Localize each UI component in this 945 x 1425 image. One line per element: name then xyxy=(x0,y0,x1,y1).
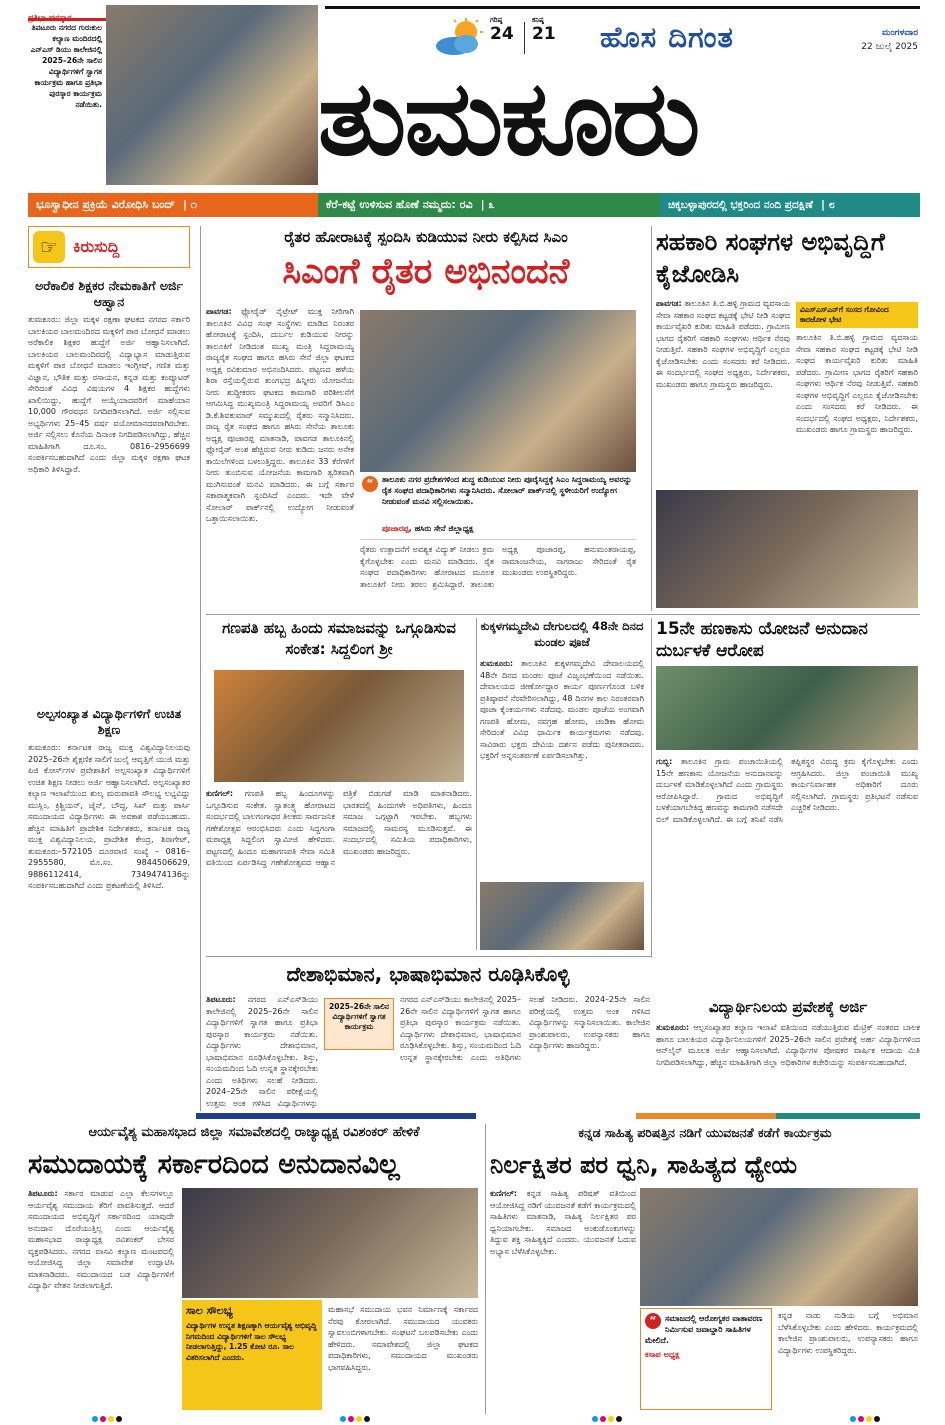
sahakari-story xyxy=(656,226,920,614)
teaser-bar xyxy=(28,193,920,217)
column-divider xyxy=(485,1124,486,1414)
samudaya-headline: ಸಮುದಾಯಕ್ಕೆ ಸರ್ಕಾರದಿಂದ ಅನುದಾನವಿಲ್ಲ xyxy=(28,1149,400,1180)
registration-mark xyxy=(858,1416,864,1422)
sahitya-quote-box xyxy=(640,1308,772,1410)
color-rule xyxy=(28,1113,920,1119)
top-rule xyxy=(325,6,920,9)
registration-mark xyxy=(608,1416,614,1422)
samudaya-box-body: ವಿದ್ಯಾರ್ಥಿಗಳ ಉನ್ನತ ಶಿಕ್ಷಣಕ್ಕಾಗಿ ಆರ್ಯವೈಶ್ಯ ಅಭಿವೃದ್ಧಿ ನಿಗಮದಿಂದ ವಿದ್ಯಾರ್ಥಿಗಳಿಗೆ ಸಾಲ ಸೌಲಭ್ಯ ನೀಡಲಾಗುತ್ತಿದ್ದು, 1.25 ಕೋಟಿ ರೂ. ಸಾಲ ವಿತರಿಸಲಾಗಿದೆ ಎಂದರು. xyxy=(186,1321,317,1362)
registration-mark xyxy=(364,1416,370,1422)
hanakasu-photo xyxy=(656,666,918,750)
vidyarthinilaya-headline: ವಿದ್ಯಾರ್ಥಿನಿಲಯ ಪ್ರವೇಶಕ್ಕೆ ಅರ್ಜಿ xyxy=(708,998,868,1016)
registration-mark xyxy=(340,1416,346,1422)
hanakasu-story xyxy=(656,618,920,970)
samudaya-kicker: ಆರ್ಯವೈಶ್ಯ ಮಹಾಸಭಾದ ಜಿಲ್ಲಾ ಸಮಾವೇಶದಲ್ಲಿ ರಾಜ್ಯಾಧ್ಯಕ್ಷ ರವಿಶಂಕರ್ ಹೇಳಿಕೆ xyxy=(88,1125,420,1140)
teaser-item[interactable]: ಭೂಸ್ವಾಧೀನ ಪ್ರಕ್ರಿಯೆ ವಿರೋಧಿಸಿ ಬಂದ್ | ೧ xyxy=(28,193,318,217)
sahakari-body-right: ತಾಲೂಕಿನ ತಿ.ಬಿ.ಹಳ್ಳಿ ಗ್ರಾಮದ ವ್ಯವಸಾಯ ಸೇವಾ ಸಹಕಾರ ಸಂಘದ ಕಟ್ಟಡಕ್ಕೆ ಭೇಟಿ ನೀಡಿ ಸಂಘದ ಕಾರ್ಯವೈಖರಿ ಕುರಿತು ಮಾಹಿತಿ ಪಡೆದರು. ಗ್ರಾಮೀಣ ಭಾಗದ ರೈತರಿಗೆ ಸಹಕಾರಿ ಸಂಘಗಳು ಆರ್ಥಿಕ ನೆರವು ನೀಡುತ್ತಿವೆ. ಸಹಕಾರಿ ಸಂಘಗಳ ಅಭಿವೃದ್ಧಿಗೆ ಎಲ್ಲರೂ ಕೈಜೋಡಿಸಬೇಕು ಎಂದು ಸಂಸದರು ಕರೆ ನೀಡಿದರು. ಈ ಸಂದರ್ಭದಲ್ಲಿ ಸಂಘದ ಅಧ್ಯಕ್ಷರು, ನಿರ್ದೇಶಕರು, ಮುಖಂಡರು ಹಾಗೂ ಗ್ರಾಮಸ್ಥರು ಹಾಜರಿದ್ದರು. xyxy=(796,333,918,434)
samudaya-story xyxy=(28,1124,480,1414)
kukkala-headline: ಕುಕ್ಕಳಗಮ್ಮದೇವಿ ದೇಗುಲದಲ್ಲಿ 48ನೇ ದಿನದ ಮಂಡಲ ಪೂಜೆ xyxy=(480,619,644,649)
lead-body-left: ಪಾವಗಡ: ಫ್ಲೋರೈಡ್ ನೈಟ್ರೇಟ್ ಮುಕ್ತ ನೀರಿಗಾಗಿ ತಾಲೂಕಿನ ವಿವಿಧ ಸಂಘ ಸಂಸ್ಥೆಗಳು ಮಾಡಿದ ನಿರಂತರ ಹೋರಾಟಕ್ಕೆ ಸ್ಪಂದಿಸಿ, ದುರ್ಬಲ ಕುಡಿಯುವ ನೀರನ್ನು ತಾಲೂಕಿಗೆ ನೀಡಿದಂತ ಮುಖ್ಯ ಮಂತ್ರಿ ಸಿದ್ದರಾಮಯ್ಯ ರಾಜ್ಯರೈತ ಸಂಘದ ಹಾಗೂ ಹಸಿರು ಸೇನೆ ಜಿಲ್ಲಾ ಘಟಕದ ಅಧ್ಯಕ್ಷ ರವಿಕುಮಾರ ಅಭಿನಂದಿಸಿದರು. ಪಟ್ಟಣದ ಹಳೆಯ ಶಿರಾ ರಸ್ತೆಯಲ್ಲಿರುವ ತುಂಗಭದ್ರ ಹಿನ್ನೀರು ಯೋಜನೆಯ ನೀರು ಶುದ್ಧೀಕರಣ ಘಟಕದ ಕಾಮಗಾರಿ ಪರಿಶೀಲನೆಗೆ ಆಗಮಿಸಿದ್ದ ಮುಖ್ಯಮಂತ್ರಿ ಸಿದ್ದರಾಮಯ್ಯ ಅವರಿಗೆ ಡಿಸಿಎಂ ಡಿ.ಕೆ.ಶಿವಕುಮಾರ್ ಸಮ್ಮುಖದಲ್ಲಿ ರೈತರು ಸನ್ಮಾನಿಸಿದರು. ರಾಜ್ಯ ರೈತ ಸಂಘದ ಹಾಗೂ ಹಸಿರು ಸೇನೆಯ ತಾಲೂಕು ಅಧ್ಯಕ್ಷ ಪೂಜಾರಪ್ಪ ಮಾತನಾಡಿ, ಪಾವಗಡ ತಾಲೂಕಿನಲ್ಲಿ ಫ್ಲೋರೈಡ್ ಅಂಶ ಹೆಚ್ಚಿರುವ ನೀರು ಕುಡಿದು ಜನರು ಅನೇಕ ಕಾಯಿಲೆಗಳಿಂದ ಬಳಲುತ್ತಿದ್ದರು. ತಾಲೂಕಿನ 33 ಕೆರೆಗಳಿಗೆ ನೀರು ತುಂಬಿಸುವ ಯೋಜನೆಯ ಕಾಮಗಾರಿ ತ್ವರಿತವಾಗಿ ಮುಗಿಸುವಂತೆ ಮನವಿ ಮಾಡಿದರು. ಈ ಬಗ್ಗೆ ಸರ್ಕಾರ ಸಕಾರಾತ್ಮಕವಾಗಿ ಸ್ಪಂದಿಸಿದೆ ಎಂದರು. ಇದೇ ವೇಳೆ ಸೋಲಾರ್ ಪಾರ್ಕ್‌ನಲ್ಲಿ ಉದ್ಯೋಗ ನೀಡುವಂತೆ ಒತ್ತಾಯಿಸಲಾಯಿತು. xyxy=(206,307,354,523)
ganapati-headline: ಗಣಪತಿ ಹಬ್ಬ ಹಿಂದು ಸಮಾಜವನ್ನು ಒಗ್ಗೂಡಿಸುವ ಸಂಕೇತ: ಸಿದ್ದಲಿಂಗ ಶ್ರೀ xyxy=(222,619,456,658)
registration-mark xyxy=(866,1416,872,1422)
registration-mark xyxy=(108,1416,114,1422)
samudaya-box-title: ಸಾಲ ಸೌಲಭ್ಯ xyxy=(186,1304,233,1317)
section-accent-bar xyxy=(28,18,108,21)
hanakasu-body: ಗುಬ್ಬಿ: ತಾಲೂಕಿನ ಗ್ರಾಮ ಪಂಚಾಯಿತಿಯಲ್ಲಿ 15ನೇ ಹಣಕಾಸು ಯೋಜನೆಯ ಅನುದಾನವನ್ನು ದುರ್ಬಳಕೆ ಮಾಡಿಕೊಳ್ಳಲಾಗಿದೆ ಎಂದು ಗ್ರಾಮಸ್ಥರು ಆರೋಪಿಸಿದ್ದಾರೆ. ಗ್ರಾಮದ ಅಭಿವೃದ್ಧಿಗೆ ಬಳಕೆಯಾಗಬೇಕಿದ್ದ ಹಣವನ್ನು ಕಾಮಗಾರಿ ನಡೆಸದೇ ಬಿಲ್ ಮಾಡಿಕೊಳ್ಳಲಾಗಿದೆ. ಈ ಬಗ್ಗೆ ತನಿಖೆ ನಡೆಸಿ ತಪ್ಪಿತಸ್ಥರ ವಿರುದ್ಧ ಕ್ರಮ ಕೈಗೊಳ್ಳಬೇಕು ಎಂದು ಆಗ್ರಹಿಸಿದರು. ಜಿಲ್ಲಾ ಪಂಚಾಯಿತಿ ಮುಖ್ಯ ಕಾರ್ಯನಿರ್ವಾಹಕ ಅಧಿಕಾರಿಗೆ ದೂರು ಸಲ್ಲಿಸಲಾಗಿದೆ. ಗ್ರಾಮಸ್ಥರು ಪ್ರತಿಭಟನೆ ನಡೆಸುವ ಎಚ್ಚರಿಕೆ ನೀಡಿದರು. xyxy=(656,757,918,824)
kukkala-photo xyxy=(480,882,644,950)
sahitya-kicker: ಕನ್ನಡ ಸಾಹಿತ್ಯ ಪರಿಷತ್ತಿನ ನಡಿಗೆ ಯುವಜನತೆ ಕಡೆಗೆ ಕಾರ್ಯಕ್ರಮ xyxy=(578,1125,832,1140)
kirusuddi-item2-headline: ಅಲ್ಪಸಂಖ್ಯಾತ ವಿದ್ಯಾರ್ಥಿಗಳಿಗೆ ಉಚಿತ ಶಿಕ್ಷಣ xyxy=(36,706,182,737)
deshabhimana-inset: 2025–26ನೇ ಸಾಲಿನ ವಿದ್ಯಾರ್ಥಿಗಳಿಗೆ ಸ್ವಾಗತ ಕಾರ್ಯಕ್ರಮ xyxy=(324,998,394,1050)
sahitya-headline: ನಿರ್ಲಕ್ಷಿತರ ಪರ ಧ್ವನಿ, ಸಾಹಿತ್ಯದ ಧ್ಯೇಯ xyxy=(490,1151,798,1179)
registration-mark xyxy=(850,1416,856,1422)
kirusuddi-item1-headline: ಅರೆಕಾಲಿಕ ಶಿಕ್ಷಕರ ನೇಮಕಾತಿಗೆ ಅರ್ಜಿ ಆಹ್ವಾನ xyxy=(35,278,183,309)
sahitya-photo xyxy=(640,1188,918,1306)
kirusuddi-header xyxy=(28,226,190,268)
kirusuddi-item2-body: ತುಮಕೂರು: ಕರ್ನಾಟಕ ರಾಜ್ಯ ಮುಕ್ತ ವಿಶ್ವವಿದ್ಯಾನಿಲಯವು 2025–26ನೇ ಶೈಕ್ಷಣಿಕ ಸಾಲಿಗೆ ಜುಲೈ ಆವೃತ್ತಿಗೆ ಯುಜಿ ಮತ್ತು ಪಿಜಿ ಕೋರ್ಸ್‌ಗಳ ಪ್ರವೇಶಾತಿಗೆ ಅಲ್ಪಸಂಖ್ಯಾತ ವಿದ್ಯಾರ್ಥಿಗಳಿಗೆ ಉಚಿತ ಶಿಕ್ಷಣ ನೀಡಲು ಅರ್ಜಿ ಆಹ್ವಾನಿಸಲಾಗಿದೆ. ಅಲ್ಪಸಂಖ್ಯಾತರ ಕಲ್ಯಾಣ ಇಲಾಖೆಯಿಂದ ಶುಲ್ಕ ಮರುಪಾವತಿ ಸೌಲಭ್ಯ ಲಭ್ಯವಿದ್ದು ಮುಸ್ಲಿಂ, ಕ್ರಿಶ್ಚಿಯನ್, ಜೈನ್, ಬೌದ್ಧ, ಸಿಖ್ ಮತ್ತು ಪಾರ್ಸಿ ಸಮುದಾಯದ ವಿದ್ಯಾರ್ಥಿಗಳು ಈ ಅವಕಾಶ ಪಡೆಯಬಹುದು. ಹೆಚ್ಚಿನ ಮಾಹಿತಿಗೆ ಪ್ರಾದೇಶಿಕ ನಿರ್ದೇಶಕರು, ಕರ್ನಾಟಕ ರಾಜ್ಯ ಮುಕ್ತ ವಿಶ್ವವಿದ್ಯಾನಿಲಯ, ಪ್ರಾದೇಶಿಕ ಕೇಂದ್ರ, ಶಿರಾಗೇಟ್, ತುಮಕೂರು–572105 ದೂರವಾಣಿ ಸಂಖ್ಯೆ – 0816–2955580, ಮೊ.ಸಂ. 9844506629, 9886112414, 7349474136ನ್ನು ಸಂಪರ್ಕಿಸಬಹುದಾಗಿದೆ ಎಂದು ಪ್ರಕಟಣೆಯಲ್ಲಿ ತಿಳಿಸಿದೆ. xyxy=(28,743,190,890)
registration-mark xyxy=(116,1416,122,1422)
weather-divider xyxy=(524,22,525,54)
ganapati-photo xyxy=(214,670,464,782)
samudaya-body-right: ಮಹಾಸಭೆ ಸಮುದಾಯ ಭವನ ನಿರ್ಮಾಣಕ್ಕೆ ಸರ್ಕಾರದ ನೆರವು ಕೋರಲಾಗಿದೆ. ಸಮುದಾಯದ ಯುವಕರು ಸ್ವಾವಲಂಬಿಗಳಾಗಬೇಕು. ಸಂಘಟನೆ ಬಲಪಡಿಸಬೇಕು ಎಂದು ಹೇಳಿದರು. ಸಮಾವೇಶದಲ್ಲಿ ಜಿಲ್ಲಾ ಘಟಕದ ಪದಾಧಿಕಾರಿಗಳು, ಸಮುದಾಯದ ಮುಖಂಡರು ಭಾಗವಹಿಸಿದ್ದರು. xyxy=(328,1305,478,1372)
vidyarthinilaya-story xyxy=(656,996,920,1110)
lead-story xyxy=(206,226,646,614)
vidyarthinilaya-body: ತುಮಕೂರು: ಆಲ್ಪಸಂಖ್ಯಾತರ ಕಲ್ಯಾಣ ಇಲಾಖೆ ವತಿಯಿಂದ ನಡೆಯುತ್ತಿರುವ ಮೆಟ್ರಿಕ್ ನಂತರದ ಬಾಲಕ ಹಾಗೂ ಬಾಲಕಿಯರ ವಿದ್ಯಾರ್ಥಿನಿಲಯಗಳಿಗೆ 2025–26ನೇ ಸಾಲಿನ ಪ್ರವೇಶಕ್ಕೆ ಅರ್ಹ ವಿದ್ಯಾರ್ಥಿಗಳಿಂದ ಆನ್‌ಲೈನ್ ಮೂಲಕ ಅರ್ಜಿ ಆಹ್ವಾನಿಸಲಾಗಿದೆ. ವಿದ್ಯಾರ್ಥಿಗಳ ಪೋಷಕರ ವಾರ್ಷಿಕ ಆದಾಯ ಮಿತಿ ನಿಗದಿಪಡಿಸಲಾಗಿದ್ದು, ಹೆಚ್ಚಿನ ಮಾಹಿತಿಗಾಗಿ ಜಿಲ್ಲಾ ಅಧಿಕಾರಿಗಳ ಕಚೇರಿಯನ್ನು ಸಂಪರ್ಕಿಸಬಹುದಾಗಿದೆ. xyxy=(656,1023,920,1067)
lead-photo xyxy=(360,310,636,472)
sahitya-quote-text: ಸಮಾಜದಲ್ಲಿ ಆರೋಗ್ಯಕರ ವಾತಾವರಣ ನಿರ್ಮಿಸುವ ಜವಾಬ್ದಾರಿ ಸಾಹಿತಿಗಳ ಮೇಲಿದೆ. xyxy=(645,1314,763,1345)
deshabhimana-headline: ದೇಶಾಭಿಮಾನ, ಭಾಷಾಭಿಮಾನ ರೂಢಿಸಿಕೊಳ್ಳಿ xyxy=(286,962,570,986)
ganapati-story xyxy=(206,618,472,954)
samudaya-photo xyxy=(182,1188,478,1298)
section-caption: ತಿಪಟೂರು ನಗರದ ಗುರುಕುಲ ಕಲ್ಯಾಣ ಮಂದಿರದಲ್ಲಿ ಎನ್‌ಎಸ್ ಡಿಯು ಕಾಲೇಜಿನಲ್ಲಿ 2025–26ನೇ ಸಾಲಿನ ವಿದ್ಯಾರ್ಥಿಗಳಿಗೆ ಸ್ವಾಗತ ಕಾರ್ಯಕ್ರಮ ಹಾಗೂ ಪ್ರತಿಭಾ ಪುರಸ್ಕಾರ ಕಾರ್ಯಕ್ರಮ ನಡೆಯಿತು. xyxy=(30,23,102,109)
weather-max: ಗರಿಷ್ಠ 24 xyxy=(490,16,514,44)
issue-date-block: ಮಂಗಳವಾರ 22 ಜುಲೈ 2025 xyxy=(861,28,918,52)
sahitya-body-right: ಕನ್ನಡ ನಾಡು ನುಡಿಯ ಬಗ್ಗೆ ಅಭಿಮಾನ ಬೆಳೆಸಿಕೊಳ್ಳಬೇಕು ಎಂದು ಹೇಳಿದರು. ಕಾರ್ಯಕ್ರಮದಲ್ಲಿ ಕಾಲೇಜಿನ ಪ್ರಾಂಶುಪಾಲರು, ಉಪನ್ಯಾಸಕರು ಹಾಗೂ ವಿದ್ಯಾರ್ಥಿಗಳು ಉಪಸ್ಥಿತರಿದ್ದರು. xyxy=(778,1311,918,1355)
column-divider xyxy=(476,618,477,950)
hanakasu-headline: 15ನೇ ಹಣಕಾಸು ಯೋಜನೆ ಅನುದಾನ ದುರ್ಬಳಕೆ ಆರೋಪ xyxy=(656,619,868,661)
registration-mark xyxy=(356,1416,362,1422)
registration-mark xyxy=(616,1416,622,1422)
kirusuddi-column xyxy=(28,226,193,1114)
sahitya-quote-author: ಕಸಾಪ ಅಧ್ಯಕ್ಷ xyxy=(645,1350,680,1359)
caption-quote-icon: “ xyxy=(362,476,378,492)
deshabhimana-body-left: ತಿಪಟೂರು: ನಗರದ ಎನ್‌ಎಸ್‌ಡಿಯು ಕಾಲೇಜಿನಲ್ಲಿ 2025–26ನೇ ಸಾಲಿನ ವಿದ್ಯಾರ್ಥಿಗಳಿಗೆ ಸ್ವಾಗತ ಹಾಗೂ ಪ್ರತಿಭಾ ಪುರಸ್ಕಾರ ಕಾರ್ಯಕ್ರಮ ನಡೆಯಿತು. ವಿದ್ಯಾರ್ಥಿಗಳು ದೇಶಾಭಿಮಾನ, ಭಾಷಾಭಿಮಾನ ರೂಢಿಸಿಕೊಳ್ಳಬೇಕು. ಶಿಸ್ತು, ಸಂಯಮದಿಂದ ಓದಿ ಉನ್ನತ ಸ್ಥಾನಕ್ಕೇರಬೇಕು ಎಂದು ಅತಿಥಿಗಳು ಸಲಹೆ ನೀಡಿದರು. 2024–25ನೇ ಸಾಲಿನ ಪರೀಕ್ಷೆಯಲ್ಲಿ ಉತ್ತಮ ಅಂಕ ಗಳಿಸಿದ ವಿದ್ಯಾರ್ಥಿಗಳನ್ನು xyxy=(206,995,318,1108)
sahitya-story xyxy=(490,1124,920,1414)
city-title: ತುಮಕೂರು xyxy=(318,57,699,179)
section-divider xyxy=(206,956,651,957)
registration-mark xyxy=(92,1416,98,1422)
lead-photo-caption-box xyxy=(360,472,636,540)
sahitya-body-left: ಕುಣಿಗಲ್: ಕನ್ನಡ ಸಾಹಿತ್ಯ ಪರಿಷತ್ ವತಿಯಿಂದ ಆಯೋಜಿಸಿದ್ದ ನಡಿಗೆ ಯುವಜನತೆ ಕಡೆಗೆ ಕಾರ್ಯಕ್ರಮದಲ್ಲಿ ಸಾಹಿತಿಗಳು ಮಾತನಾಡಿ, ಸಾಹಿತ್ಯ ನಿರ್ಲಕ್ಷಿತರ ಪರ ಧ್ವನಿಯಾಗಬೇಕು. ಸಮಾಜದ ಅಂಕುಡೊಂಕುಗಳನ್ನು ತಿದ್ದುವ ಶಕ್ತಿ ಸಾಹಿತ್ಯಕ್ಕಿದೆ ಎಂದರು. ಯುವಜನತೆ ಓದುವ ಅಭ್ಯಾಸ ಬೆಳೆಸಿಕೊಳ್ಳಬೇಕು. xyxy=(490,1189,636,1256)
weather-min: ಕನಿಷ್ಠ 21 xyxy=(532,16,556,44)
deshabhimana-story xyxy=(206,960,650,1110)
teaser-item[interactable]: ಕೆರೆ-ಕಟ್ಟೆ ಉಳಿಸುವ ಹೊಣೆ ನಮ್ಮದು: ರವಿ | ೩ xyxy=(318,193,660,217)
lead-headline: ಸಿಎಂಗೆ ರೈತರ ಅಭಿನಂದನೆ xyxy=(282,252,570,292)
teaser-item[interactable]: ಚಿಕ್ಕಬಳ್ಳಾಪುರದಲ್ಲಿ ಭಕ್ತರಿಂದ ನಂದಿ ಪ್ರದಕ್ಷಿಣೆ | ೮ xyxy=(660,193,920,217)
kukkala-story xyxy=(480,618,644,954)
lead-photo-caption-credit: ಪೂಜಾರಪ್ಪ, ಹಸಿರು ಸೇನೆ ಜಿಲ್ಲಾಧ್ಯಕ್ಷ xyxy=(382,524,474,533)
masthead-photo xyxy=(106,5,318,185)
lead-body-right: ರೈತರು ಉತ್ಪಾದನೆಗೆ ಅವಶ್ಯಕ ವಿದ್ಯುತ್ ನೀಡಲು ಕ್ರಮ ಕೈಗೊಳ್ಳಬೇಕು ಎಂದು ಮನವಿ ಮಾಡಿದರು. ರೈತ ಸಂಘದ ಪದಾಧಿಕಾರಿಗಳು ಹೋರಾಟದ ಮೂಲಕ ತಾಲೂಕಿಗೆ ನೀರು ತರಲು ಶ್ರಮಿಸಿದ್ದಾರೆ. ತಾಲೂಕು ಅಧ್ಯಕ್ಷ ಪೂಜಾರಪ್ಪ, ಹನುಮಂತರಾಯಪ್ಪ, ರಾಮಾಂಜನೇಯ, ನಾಗರಾಜು ಸೇರಿದಂತೆ ರೈತ ಮುಖಂಡರು ಉಪಸ್ಥಿತರಿದ್ದರು. xyxy=(360,545,636,589)
samudaya-box xyxy=(182,1300,322,1410)
registration-mark xyxy=(874,1416,880,1422)
kirusuddi-item1-body: ತುಮಕೂರು: ಜಿಲ್ಲಾ ಮಕ್ಕಳ ರಕ್ಷಣಾ ಘಟಕದ ನಗರದ ಸರ್ಕಾರಿ ಬಾಲಕಿಯರ ಬಾಲಮಂದಿರದ ಮಕ್ಕಳಿಗೆ ಪಾಠ ಬೋಧನೆ ಮಾಡಲು ಅರೆಕಾಲಿಕ ಶಿಕ್ಷಕರ ಹುದ್ದೆಗೆ ಅರ್ಜಿ ಆಹ್ವಾನಿಸಲಾಗಿದೆ. ಬಾಲಕಿಯರ ಬಾಲಮಂದಿರದಲ್ಲಿ ವಿದ್ಯಾಭ್ಯಾಸ ಮಾಡುತ್ತಿರುವ ಮಕ್ಕಳಿಗೆ ಪಾಠ ಬೋಧನೆ ಮಾಡಲು ಇಂಗ್ಲೀಷ್, ಗಣಿತ ಮತ್ತು ವಿಜ್ಞಾನ, ಭೌತಿಕ ಮತ್ತು ರಸಾಯನ, ಕನ್ನಡ ಮತ್ತು ಕಂಪ್ಯೂಟರ್ ಸೇರಿದಂತೆ ವಿವಿಧ ವಿಷಯಗಳ 4 ಶಿಕ್ಷಕರ ಹುದ್ದೆಗಳು ಖಾಲಿಯಿದ್ದು, ಹುದ್ದೆಗೆ ಆಯ್ಕೆಯಾದವರಿಗೆ ಮಾಹೆಯಾನ 10,000 ಗೌರವಧನ ನಿಗದಿಪಡಿಸಲಾಗಿದೆ. ಅರ್ಜಿ ಸಲ್ಲಿಸುವ ಅಭ್ಯರ್ಥಿಗಳು 25–45 ವರ್ಷ ವಯೋಮಾನದವರಾಗಿರಬೇಕು. ಅರ್ಜಿ ಸಲ್ಲಿಸಲು ಕೊನೆಯ ದಿನಾಂಕ ನಿಗದಿಪಡಿಸಲಾಗಿದ್ದು, ಹೆಚ್ಚಿನ ಮಾಹಿತಿಗಾಗಿ ದೂ.ಸಂ. 0816–2956699 ಸಂಪರ್ಕಿಸಬಹುದಾಗಿದೆ ಎಂದು ಜಿಲ್ಲಾ ಮಕ್ಕಳ ರಕ್ಷಣಾ ಘಟಕ ಅಧಿಕಾರಿ ತಿಳಿಸಿದ್ದಾರೆ. xyxy=(28,315,190,474)
pointing-hand-icon: ☞ xyxy=(33,231,65,263)
registration-mark xyxy=(592,1416,598,1422)
section-label xyxy=(28,5,110,19)
masthead xyxy=(0,0,945,190)
kirusuddi-label: ಕಿರುಸುದ್ದಿ xyxy=(73,237,120,256)
samudaya-body-left: ತಿಪಟೂರು: ಸರ್ಕಾರ ಮಾಡುವ ಎಲ್ಲಾ ಕೆಲಸಗಳಲ್ಲೂ ಆರ್ಯವೈಶ್ಯ ಸಮುದಾಯ ತೆರಿಗೆ ಪಾವತಿಸುತ್ತದೆ. ಆದರೆ ಸಮುದಾಯದ ಅಭಿವೃದ್ಧಿಗೆ ಸರ್ಕಾರದಿಂದ ಯಾವುದೇ ಅನುದಾನ ದೊರೆಯುತ್ತಿಲ್ಲ ಎಂದು ಆರ್ಯವೈಶ್ಯ ಮಹಾಸಭಾದ ರಾಜ್ಯಾಧ್ಯಕ್ಷ ರವಿಶಂಕರ್ ಬೇಸರ ವ್ಯಕ್ತಪಡಿಸಿದರು. ನಗರದ ವಾಸವಿ ಕಲ್ಯಾಣ ಮಂಟಪದಲ್ಲಿ ಆಯೋಜಿಸಿದ್ದ ಜಿಲ್ಲಾ ಸಮಾವೇಶ ಉದ್ಘಾಟಿಸಿ ಮಾತನಾಡಿದರು. ಸಮುದಾಯದ ಬಡ ವಿದ್ಯಾರ್ಥಿಗಳಿಗೆ ವಿದ್ಯಾರ್ಥಿ ವೇತನ ನೀಡಲಾಗುತ್ತಿದೆ. xyxy=(28,1189,174,1290)
sahakari-photo xyxy=(656,490,918,608)
ganapati-body: ಕುಣಿಗಲ್: ಗಣಪತಿ ಹಬ್ಬ ಹಿಂದೂಗಳನ್ನು ಒಗ್ಗೂಡಿಸುವ ಸಂಕೇತ. ಸ್ವಾತಂತ್ರ್ಯ ಹೋರಾಟದ ಸಂದರ್ಭದಲ್ಲಿ ಬಾಲಗಂಗಾಧರ ತಿಲಕರು ಸಾರ್ವಜನಿಕ ಗಣೇಶೋತ್ಸವ ಆರಂಭಿಸಿದರು ಎಂದು ಸಿದ್ದಗಂಗಾ ಮಠಾಧ್ಯಕ್ಷ ಸಿದ್ದಲಿಂಗ ಸ್ವಾಮೀಜಿ ಹೇಳಿದರು. ಪಟ್ಟಣದಲ್ಲಿ ಹಿಂದೂ ಮಹಾಗಣಪತಿ ಸೇವಾ ಸಮಿತಿ ವತಿಯಿಂದ ಏರ್ಪಡಿಸಿದ್ದ ಗಣೇಶೋತ್ಸವದ ಆಹ್ವಾನ ಪತ್ರಿಕೆ ಬಿಡುಗಡೆ ಮಾಡಿ ಮಾತನಾಡಿದರು. ಭಾರತದಲ್ಲಿ ಹಿಂದುಗಳೇ ಅಧಿಪತಿಗಳು, ಹಿಂದೂ ಸಮಾಜ ಒಗ್ಗಟ್ಟಾಗಿ ಇರಬೇಕು. ಹಬ್ಬಗಳು ಸಮಾಜದಲ್ಲಿ ಸಾಮರಸ್ಯ ಮೂಡಿಸುತ್ತವೆ. ಈ ಸಂದರ್ಭದಲ್ಲಿ ಸಮಿತಿಯ ಪದಾಧಿಕಾರಿಗಳು, ಮುಖಂಡರು ಹಾಜರಿದ್ದರು. xyxy=(206,789,472,867)
section-divider xyxy=(206,614,920,615)
lead-kicker: ರೈತರ ಹೋರಾಟಕ್ಕೆ ಸ್ಪಂದಿಸಿ ಕುಡಿಯುವ ನೀರು ಕಲ್ಪಿಸಿದ ಸಿಎಂ xyxy=(284,228,568,246)
sahakari-body: ಪಾವಗಡ: ತಾಲೂಕಿನ ತಿ.ಬಿ.ಹಳ್ಳಿ ಗ್ರಾಮದ ವ್ಯವಸಾಯ ಸೇವಾ ಸಹಕಾರ ಸಂಘದ ಕಟ್ಟಡಕ್ಕೆ ಭೇಟಿ ನೀಡಿ ಸಂಘದ ಕಾರ್ಯವೈಖರಿ ಕುರಿತು ಮಾಹಿತಿ ಪಡೆದರು. ಗ್ರಾಮೀಣ ಭಾಗದ ರೈತರಿಗೆ ಸಹಕಾರಿ ಸಂಘಗಳು ಆರ್ಥಿಕ ನೆರವು ನೀಡುತ್ತಿವೆ. ಸಹಕಾರಿ ಸಂಘಗಳ ಅಭಿವೃದ್ಧಿಗೆ ಎಲ್ಲರೂ ಕೈಜೋಡಿಸಬೇಕು ಎಂದು ಸಂಸದರು ಕರೆ ನೀಡಿದರು. ಈ ಸಂದರ್ಭದಲ್ಲಿ ಸಂಘದ ಅಧ್ಯಕ್ಷರು, ನಿರ್ದೇಶಕರು, ಮುಖಂಡರು ಹಾಗೂ ಗ್ರಾಮಸ್ಥರು ಹಾಜರಿದ್ದರು. xyxy=(656,299,790,389)
registration-mark xyxy=(100,1416,106,1422)
lead-photo-caption: ತಾಲೂಕು ನಗರ ಪ್ರದೇಶಗಳಿಂದ ಶುದ್ಧ ಕುಡಿಯುವ ನೀರು ಪೂರೈಸಿದ್ದಕ್ಕೆ ಸಿಎಂ ಸಿದ್ದರಾಮಯ್ಯ ಅವರನ್ನು ರೈತ ಸಂಘದ ಪದಾಧಿಕಾರಿಗಳು ಸನ್ಮಾನಿಸಿದರು. ಸೋಲಾರ್ ಪಾರ್ಕ್‌ನಲ್ಲಿ ಸ್ಥಳೀಯರಿಗೆ ಉದ್ಯೋಗ ನೀಡುವಂತೆ ಮನವಿ ಸಲ್ಲಿಸಲಾಯಿತು. xyxy=(382,475,632,506)
paper-name-logo: ಹೊಸ ದಿಗಂತ xyxy=(600,20,734,54)
column-divider xyxy=(651,618,652,958)
column-divider xyxy=(651,226,652,611)
sahakari-headline: ಸಹಕಾರಿ ಸಂಘಗಳ ಅಭಿವೃದ್ದಿಗೆ ಕೈಜೋಡಿಸಿ xyxy=(656,228,885,288)
kukkala-body: ತುಮಕೂರು: ತಾಲೂಕಿನ ಕುಕ್ಕಳಗಮ್ಮದೇವಿ ದೇವಾಲಯದಲ್ಲಿ 48ನೇ ದಿನದ ಮಂಡಲ ಪೂಜೆ ವಿಜೃಂಭಣೆಯಿಂದ ನಡೆಯಿತು. ದೇವಾಲಯದ ಜೀರ್ಣೋದ್ಧಾರ ಕಾರ್ಯ ಪೂರ್ಣಗೊಂಡ ಬಳಿಕ ಪ್ರತಿಷ್ಠಾಪನೆ ನೆರವೇರಿಸಲಾಗಿದ್ದು, 48 ದಿನಗಳ ಕಾಲ ನಿರಂತರವಾಗಿ ಪೂಜಾ ಕೈಂಕರ್ಯಗಳು ನಡೆದವು. ಮಂಡಲ ಪೂಜೆಯ ಅಂಗವಾಗಿ ಗಣಪತಿ ಹೋಮ, ನವಗ್ರಹ ಹೋಮ, ಚಂಡಿಕಾ ಹೋಮ ಸೇರಿದಂತೆ ವಿವಿಧ ಧಾರ್ಮಿಕ ಕಾರ್ಯಕ್ರಮಗಳು ನಡೆದವು. ಸಾವಿರಾರು ಭಕ್ತರು ದೇವಿಯ ದರ್ಶನ ಪಡೆದು ಪುನೀತರಾದರು. ಭಕ್ತರಿಗೆ ಅನ್ನಸಂತರ್ಪಣೆ ಏರ್ಪಡಿಸಲಾಗಿತ್ತು. xyxy=(480,659,644,760)
registration-mark xyxy=(348,1416,354,1422)
quote-icon: “ xyxy=(645,1313,661,1329)
column-divider xyxy=(200,226,201,1111)
sahakari-tag: ವಿಎಸ್‌ಎಸ್‌ಎನ್‌ಗೆ ಸಂಸದ ಗೋವಿಂದ ಕಾರಜೋಳ ಭೇಟಿ xyxy=(796,302,918,328)
registration-mark xyxy=(600,1416,606,1422)
deshabhimana-body-right: ನಗರದ ಎನ್‌ಎಸ್‌ಡಿಯು ಕಾಲೇಜಿನಲ್ಲಿ 2025–26ನೇ ಸಾಲಿನ ವಿದ್ಯಾರ್ಥಿಗಳಿಗೆ ಸ್ವಾಗತ ಹಾಗೂ ಪ್ರತಿಭಾ ಪುರಸ್ಕಾರ ಕಾರ್ಯಕ್ರಮ ನಡೆಯಿತು. ವಿದ್ಯಾರ್ಥಿಗಳು ದೇಶಾಭಿಮಾನ, ಭಾಷಾಭಿಮಾನ ರೂಢಿಸಿಕೊಳ್ಳಬೇಕು. ಶಿಸ್ತು, ಸಂಯಮದಿಂದ ಓದಿ ಉನ್ನತ ಸ್ಥಾನಕ್ಕೇರಬೇಕು ಎಂದು ಅತಿಥಿಗಳು ಸಲಹೆ ನೀಡಿದರು. 2024–25ನೇ ಸಾಲಿನ ಪರೀಕ್ಷೆಯಲ್ಲಿ ಉತ್ತಮ ಅಂಕ ಗಳಿಸಿದ ವಿದ್ಯಾರ್ಥಿಗಳನ್ನು ಸನ್ಮಾನಿಸಲಾಯಿತು. ಕಾಲೇಜಿನ ಪ್ರಾಂಶುಪಾಲರು, ಉಪನ್ಯಾಸಕರು ಹಾಗೂ ವಿದ್ಯಾರ್ಥಿಗಳು ಹಾಜರಿದ್ದರು. xyxy=(400,995,650,1062)
